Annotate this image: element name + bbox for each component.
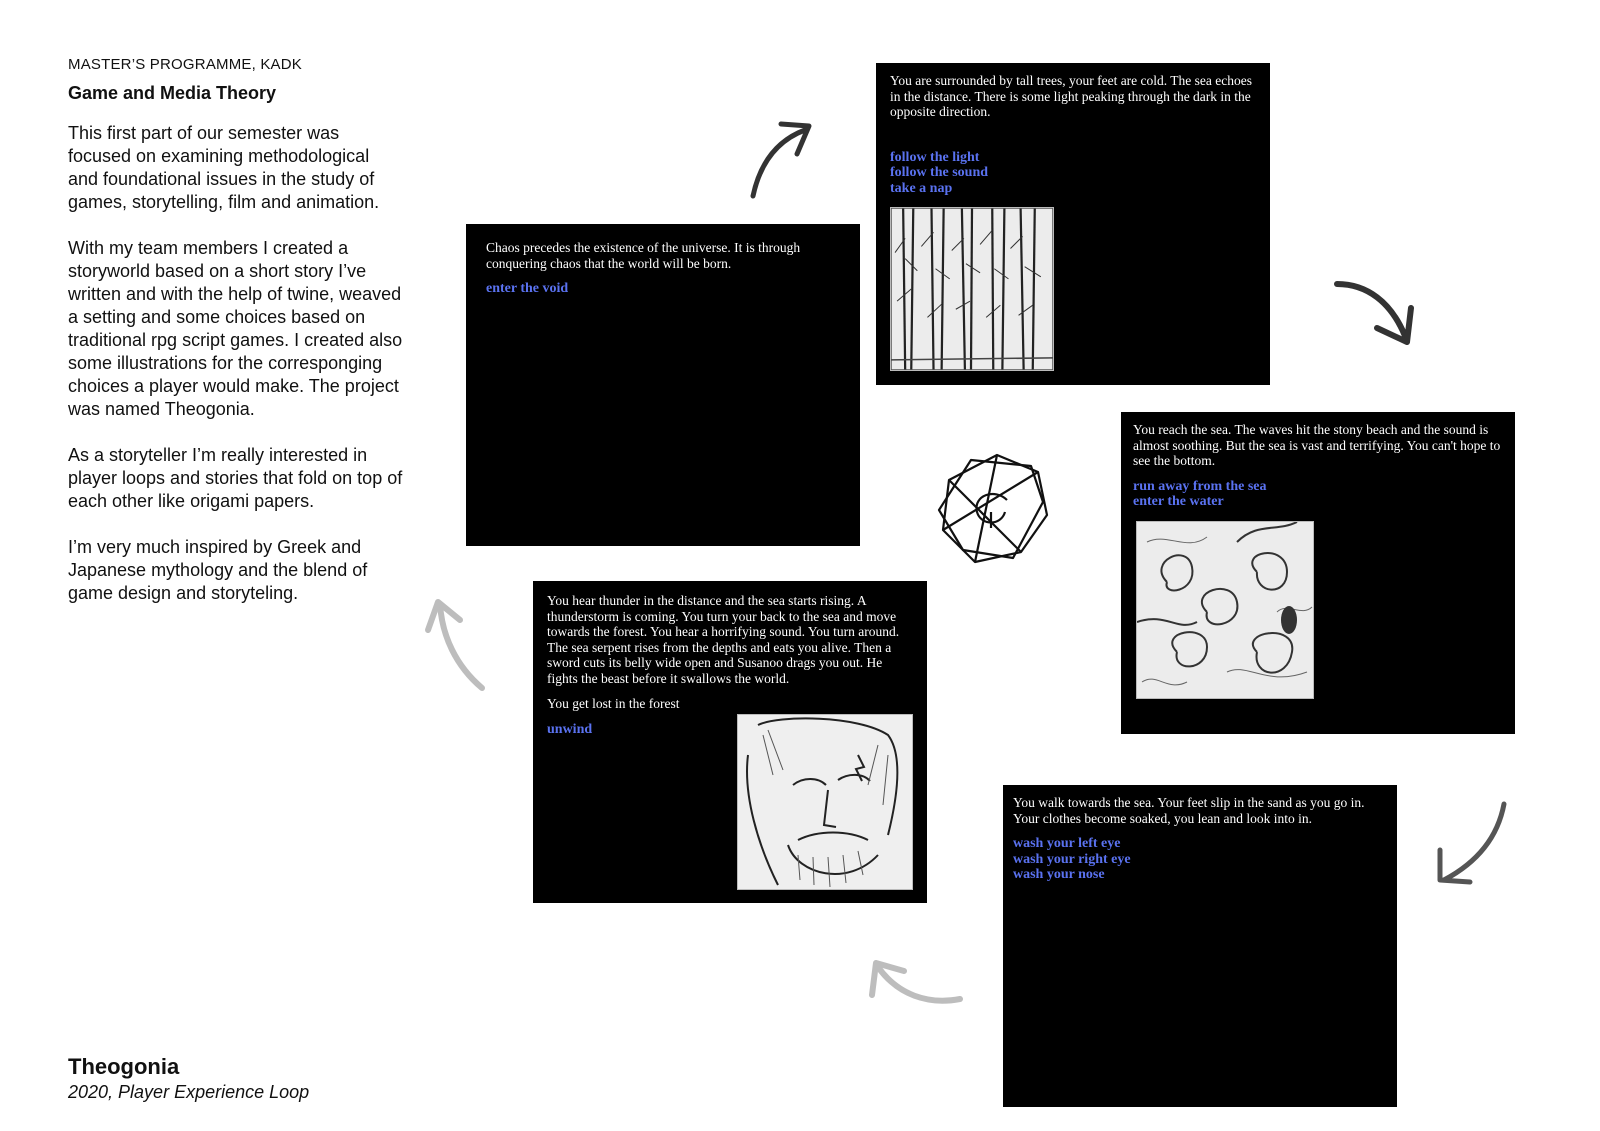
scene-text: You hear thunder in the distance and the sea starts rising. A thunderstorm is coming. You turn your back to the sea and move towards the forest. You hear a horrifying sound. You turn around. The sea serpent rises from the depths and eats you alive. Then a sword cuts its belly wide open and Susanoo drags you out. He fights the beast before it swallows the world.	[547, 593, 900, 686]
choice-enter-the-void[interactable]: enter the void	[486, 281, 569, 296]
scene-text: You reach the sea. The waves hit the stony beach and the sound is almost soothing. But the sea is vast and terrifying. You can't hope to see the bottom.	[1133, 422, 1501, 468]
choice-enter-the-water[interactable]: enter the water	[1133, 494, 1224, 509]
course-title: Game and Media Theory	[68, 83, 277, 103]
choice-run-away-from-the-sea[interactable]: run away from the sea	[1133, 478, 1267, 494]
choice-follow-the-light[interactable]: follow the light	[890, 149, 980, 165]
scene-lost-text: You get lost in the forest	[547, 696, 680, 711]
scene-text: You walk towards the sea. Your feet slip in the sand as you go in. Your clothes become soaked, you lean and look into in.	[1013, 795, 1365, 826]
choice-wash-your-nose[interactable]: wash your nose	[1013, 867, 1105, 882]
intro-paragraph-4: I’m very much inspired by Greek and Japanese mythology and the blend of game design and storyteling.	[68, 537, 368, 603]
scene-card-thunder	[533, 581, 927, 903]
project-caption	[68, 1054, 309, 1104]
sea-waves-illustration	[1136, 521, 1314, 699]
scene-text: Chaos precedes the existence of the universe. It is through conquering chaos that the world will be born.	[486, 240, 801, 271]
forest-illustration	[890, 207, 1054, 371]
scene-text: You are surrounded by tall trees, your feet are cold. The sea echoes in the distance. There is some light peaking through the dark in the opposite direction.	[890, 73, 1253, 119]
scene-card-sea	[1121, 412, 1515, 734]
scene-card-chaos	[466, 224, 860, 546]
project-title: Theogonia	[68, 1054, 180, 1079]
susanoo-portrait-illustration	[737, 714, 913, 890]
choice-take-a-nap[interactable]: take a nap	[890, 180, 953, 196]
programme-label: MASTER’S PROGRAMME, KADK	[68, 56, 302, 73]
heptagon-sigil-icon	[935, 450, 1055, 572]
intro-column	[68, 56, 403, 628]
scene-card-walk	[1003, 785, 1397, 1107]
hand-drawn-arrow-icon	[868, 955, 964, 1011]
choice-list	[486, 281, 840, 297]
project-subtitle: 2020, Player Experience Loop	[68, 1082, 310, 1102]
choice-list	[1013, 836, 1387, 883]
hand-drawn-arrow-icon	[426, 596, 488, 692]
choice-follow-the-sound[interactable]: follow the sound	[890, 165, 989, 180]
choice-wash-your-left-eye[interactable]: wash your left eye	[1013, 836, 1121, 851]
intro-paragraph-3: As a storyteller I’m really interested in player loops and stories that fold on top of each other like origami papers.	[68, 445, 403, 511]
intro-paragraph-1: This first part of our semester was focused on examining methodological and foundational issues in the study of games, storytelling, film and animation.	[68, 123, 380, 212]
choice-list	[1133, 479, 1503, 510]
choice-wash-your-right-eye[interactable]: wash your right eye	[1013, 851, 1131, 867]
choice-unwind[interactable]: unwind	[547, 721, 593, 737]
hand-drawn-arrow-icon	[1432, 800, 1510, 886]
scene-card-forest	[876, 63, 1270, 385]
hand-drawn-arrow-icon	[745, 118, 825, 200]
intro-paragraph-2: With my team members I created a storyworld based on a short story I’ve written and with the help of twine, weaved a setting and some choices based on traditional rpg script games. I created also some illustrations for the corresponging choices a player would make. The project was named Theogonia.	[68, 238, 403, 419]
hand-drawn-arrow-icon	[1333, 278, 1417, 350]
choice-list	[890, 150, 1256, 197]
